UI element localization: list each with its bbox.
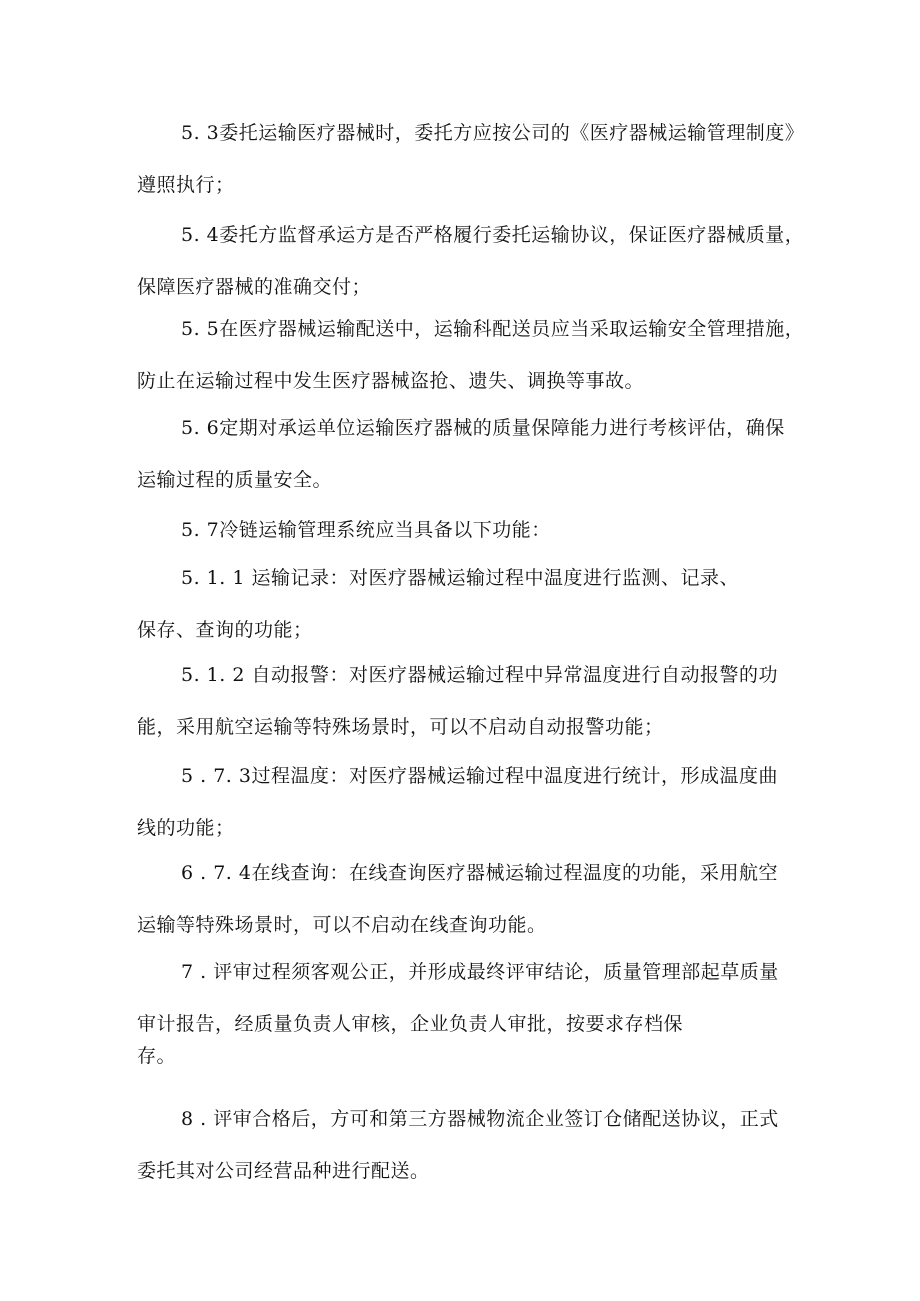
- text-line: 审计报告，经质量负责人审核，企业负责人审批，按要求存档保: [137, 1013, 684, 1035]
- paragraph-5-6: [137, 416, 797, 493]
- text-line: 5. 3委托运输医疗器械时，委托方应按公司的《医疗器械运输管理制度》: [181, 122, 805, 144]
- text-line: 保存、查询的功能；: [137, 619, 313, 641]
- text-line: 5. 7冷链运输管理系统应当具备以下功能：: [181, 519, 551, 541]
- text-line: 6 . 7. 4在线查询：在线查询医疗器械运输过程温度的功能，采用航空: [181, 862, 778, 884]
- paragraph-6-7-4: [137, 861, 797, 938]
- paragraph-5-1-1: [137, 566, 797, 643]
- text-line: 线的功能；: [137, 817, 235, 839]
- paragraph-5-4: [137, 223, 805, 300]
- paragraph-5-7-3: [137, 764, 797, 841]
- paragraph-5-1-2: [137, 663, 797, 740]
- text-line: 7 . 评审过程须客观公正，并形成最终评审结论，质量管理部起草质量: [181, 961, 779, 983]
- text-line: 5. 4委托方监督承运方是否严格履行委托运输协议，保证医疗器械质量，: [181, 224, 805, 246]
- text-line: 遵照执行；: [137, 174, 235, 196]
- text-line: 存。: [137, 1045, 177, 1067]
- text-line: 5. 6定期对承运单位运输医疗器械的质量保障能力进行考核评估，确保: [181, 417, 785, 439]
- text-line: 运输过程的质量安全。: [137, 469, 333, 491]
- text-line: 委托其对公司经营品种进行配送。: [137, 1160, 430, 1182]
- paragraph-5-5: [137, 317, 805, 394]
- text-line: 保障医疗器械的准确交付；: [137, 276, 372, 298]
- paragraph-7: [137, 960, 797, 1069]
- text-line: 8 . 评审合格后，方可和第三方器械物流企业签订仓储配送协议，正式: [181, 1108, 779, 1130]
- text-line: 5. 1. 2 自动报警：对医疗器械运输过程中异常温度进行自动报警的功: [181, 664, 778, 686]
- text-line: 防止在运输过程中发生医疗器械盗抢、遗失、调换等事故。: [137, 370, 645, 392]
- paragraph-5-7: [137, 518, 797, 543]
- text-line: 5 . 7. 3过程温度：对医疗器械运输过程中温度进行统计，形成温度曲: [181, 765, 778, 787]
- paragraph-5-3: [137, 121, 805, 198]
- text-line: 运输等特殊场景时，可以不启动在线查询功能。: [137, 914, 547, 936]
- text-line: 5. 5在医疗器械运输配送中，运输科配送员应当采取运输安全管理措施，: [181, 318, 805, 340]
- text-line: 能，采用航空运输等特殊场景时，可以不启动自动报警功能；: [137, 716, 664, 738]
- text-line: 5. 1. 1 运输记录：对医疗器械运输过程中温度进行监测、记录、: [181, 567, 739, 589]
- paragraph-8: [137, 1107, 797, 1184]
